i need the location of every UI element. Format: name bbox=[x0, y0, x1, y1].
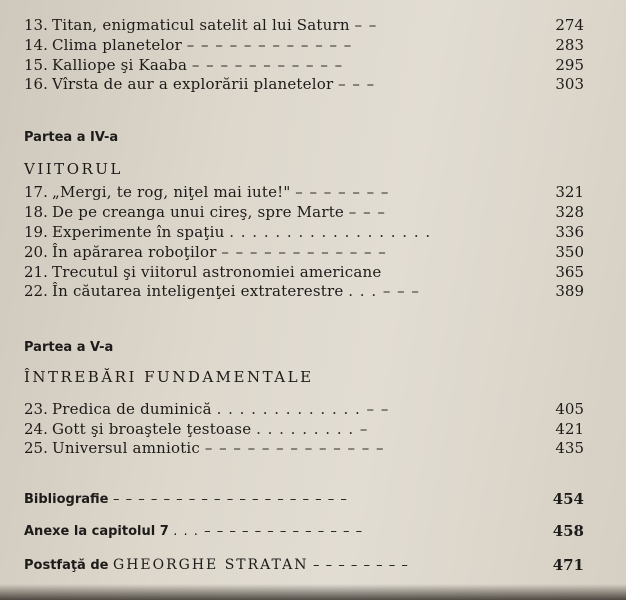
entry-title: Clima planetelor bbox=[52, 36, 182, 54]
toc-backmatter-entry bbox=[24, 520, 584, 542]
entry-page: 295 bbox=[555, 56, 584, 74]
entry-number: 19. bbox=[24, 223, 48, 241]
entry-page: 389 bbox=[555, 282, 584, 300]
toc-entry bbox=[24, 73, 584, 95]
entry-leader: – – – – – – – – – – – bbox=[191, 56, 344, 74]
entry-title: În apărarea roboţilor bbox=[52, 243, 217, 261]
entry-page: 321 bbox=[555, 183, 584, 201]
entry-page: 454 bbox=[552, 490, 584, 508]
entry-page: 283 bbox=[555, 36, 584, 54]
entry-leader: . . . . . . . . . . . . . . . . . . bbox=[229, 223, 432, 241]
entry-number: 20. bbox=[24, 243, 48, 261]
entry-leader: – – – bbox=[338, 75, 376, 93]
entry-title: Bibliografie bbox=[24, 492, 109, 507]
entry-page: 365 bbox=[555, 263, 584, 281]
toc-entry bbox=[24, 201, 584, 223]
entry-leader: . . . . . . . . . . . . . – – bbox=[216, 400, 390, 418]
entry-number: 24. bbox=[24, 420, 48, 438]
entry-title: Predica de duminică bbox=[52, 400, 212, 418]
entry-page: 458 bbox=[552, 522, 584, 540]
toc-entry bbox=[24, 398, 584, 420]
toc-entry bbox=[24, 241, 584, 263]
entry-title: Universul amniotic bbox=[52, 439, 201, 457]
entry-leader: – – – bbox=[348, 203, 386, 221]
entry-leader: . . . . . . . . . – bbox=[256, 420, 369, 438]
entry-title: „Mergi, te rog, niţel mai iute!" bbox=[52, 183, 291, 201]
entry-page: 303 bbox=[555, 75, 584, 93]
entry-number: 18. bbox=[24, 203, 48, 221]
entry-leader: . . . – – – – – – – – – – – – – bbox=[173, 524, 364, 539]
entry-title: Titan, enigmaticul satelit al lui Saturn bbox=[52, 16, 350, 34]
section-heading: ÎNTREBĂRI FUNDAMENTALE bbox=[24, 368, 314, 386]
entry-leader: – – – – – – – – – – – – bbox=[186, 36, 353, 54]
section-heading: VIITORUL bbox=[24, 160, 123, 178]
entry-title: Kalliope şi Kaaba bbox=[52, 56, 188, 74]
entry-title: Experimente în spaţiu bbox=[52, 223, 225, 241]
entry-title: Anexe la capitolul 7 bbox=[24, 524, 169, 539]
entry-leader: – – – – – – – bbox=[295, 183, 390, 201]
entry-number: 16. bbox=[24, 75, 48, 93]
entry-number: 25. bbox=[24, 439, 48, 457]
entry-leader: – – – – – – – – – – – – – – – – – – – bbox=[113, 492, 348, 507]
entry-number: 23. bbox=[24, 400, 48, 418]
entry-extra: GHEORGHE STRATAN bbox=[113, 557, 309, 573]
entry-page: 471 bbox=[552, 556, 584, 574]
entry-page: 421 bbox=[555, 420, 584, 438]
entry-number: 17. bbox=[24, 183, 48, 201]
toc-entry bbox=[24, 34, 584, 56]
entry-title: Trecutul şi viitorul astronomiei americane bbox=[52, 263, 382, 281]
entry-number: 22. bbox=[24, 282, 48, 300]
entry-page: 336 bbox=[555, 223, 584, 241]
entry-page: 350 bbox=[555, 243, 584, 261]
entry-title: Postfaţă de bbox=[24, 558, 109, 573]
part-heading: Partea a V-a bbox=[24, 340, 114, 355]
entry-page: 274 bbox=[555, 16, 584, 34]
page-edge-shadow bbox=[0, 584, 626, 600]
entry-number: 21. bbox=[24, 263, 48, 281]
entry-number: 13. bbox=[24, 16, 48, 34]
entry-page: 328 bbox=[555, 203, 584, 221]
toc-entry bbox=[24, 14, 584, 36]
toc-entry bbox=[24, 280, 584, 302]
entry-leader: – – – – – – – – – – – – bbox=[221, 243, 387, 261]
toc-entry bbox=[24, 437, 584, 459]
entry-title: Gott şi broaştele ţestoase bbox=[52, 420, 252, 438]
entry-title: În căutarea inteligenţei extraterestre bbox=[52, 282, 344, 300]
toc-entry bbox=[24, 221, 584, 243]
toc-backmatter-entry bbox=[24, 554, 584, 576]
entry-title: Vîrsta de aur a explorării planetelor bbox=[52, 75, 334, 93]
entry-page: 405 bbox=[555, 400, 584, 418]
entry-leader: – – – – – – – – bbox=[313, 558, 409, 573]
toc-entry bbox=[24, 181, 584, 203]
part-heading: Partea a IV-a bbox=[24, 130, 119, 145]
entry-leader: – – – – – – – – – – – – – bbox=[204, 439, 385, 457]
entry-number: 15. bbox=[24, 56, 48, 74]
entry-number: 14. bbox=[24, 36, 48, 54]
entry-title: De pe creanga unui cireş, spre Marte bbox=[52, 203, 345, 221]
toc-backmatter-entry bbox=[24, 488, 584, 510]
entry-leader: – – bbox=[354, 16, 378, 34]
entry-leader: . . . – – – bbox=[348, 282, 420, 300]
entry-page: 435 bbox=[555, 439, 584, 457]
